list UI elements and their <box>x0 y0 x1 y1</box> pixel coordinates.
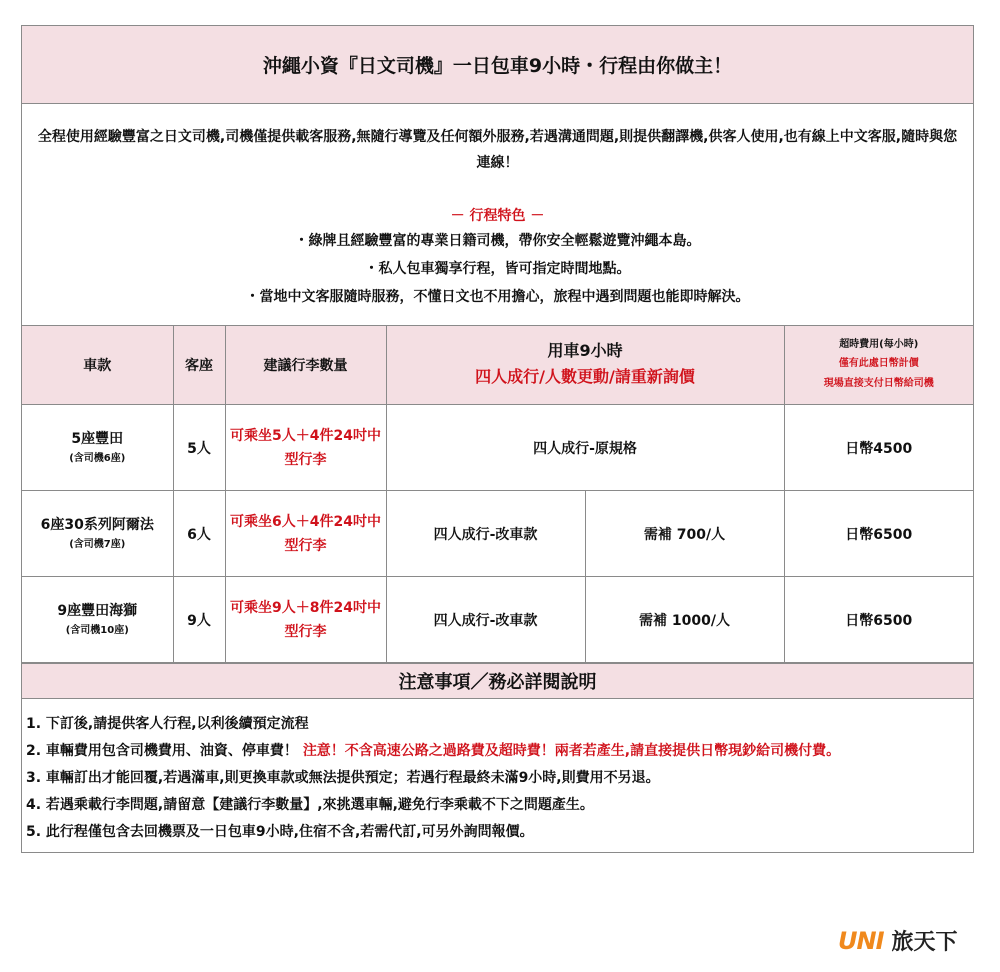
header-model: 車款 <box>22 326 173 405</box>
notice-warning: 注意！不含高速公路之過路費及超時費！兩者若產生,請直接提供日幣現鈔給司機付費。 <box>302 743 841 759</box>
model-cell <box>22 405 173 491</box>
notice-item: 1. 下訂後,請提供客人行程,以利後續預定流程 <box>26 716 309 732</box>
notice-list <box>22 699 973 852</box>
notice-item: 5. 此行程僅包含去回機票及一日包車9小時,住宿不含,若需代訂,可另外詢問報價。 <box>26 824 534 840</box>
usage-subtitle: 四人成行/人數更動/請重新詢價 <box>475 367 695 386</box>
brand-logo <box>838 925 958 956</box>
price-cell: 四人成行-原規格 <box>386 405 784 491</box>
table-row <box>22 491 973 577</box>
feature-item: ・私人包車獨享行程，皆可指定時間地點。 <box>364 261 631 277</box>
price-cell: 四人成行-改車款 <box>386 577 585 663</box>
intro-section <box>22 104 973 326</box>
header-usage <box>386 326 784 405</box>
overtime-note: 僅有此處日幣計價 <box>838 358 919 369</box>
overtime-cell: 日幣6500 <box>784 577 973 663</box>
brand-name: 旅天下 <box>891 930 958 955</box>
notice-item: 2. 車輛費用包含司機費用、油資、停車費！ 注意！不含高速公路之過路費及超時費！兩者若產生,請直接提供日幣現鈔給司機付費。 <box>26 743 841 759</box>
model-name: 5座豐田 <box>71 430 124 447</box>
model-note: (含司機10座) <box>65 624 129 636</box>
overtime-cell: 日幣4500 <box>784 405 973 491</box>
extra-cell: 需補 700/人 <box>585 491 784 577</box>
feature-item: ・當地中文客服隨時服務，不懂日文也不用擔心，旅程中遇到問題也能即時解決。 <box>245 289 750 305</box>
luggage-cell: 可乘坐6人＋4件24吋中型行李 <box>225 491 386 577</box>
extra-cell: 需補 1000/人 <box>585 577 784 663</box>
intro-paragraph: 全程使用經驗豐富之日文司機,司機僅提供載客服務,無隨行導覽及任何額外服務,若遇溝通問題,則提供翻譯機,供客人使用,也有線上中文客服,隨時與您連線！ <box>37 129 958 171</box>
feature-item: ・綠牌且經驗豐富的專業日籍司機，帶你安全輕鬆遊覽沖繩本島。 <box>294 233 701 249</box>
uni-logo-icon: UNI <box>838 926 884 955</box>
overtime-title: 超時費用(每小時) <box>839 339 919 350</box>
header-luggage: 建議行李數量 <box>225 326 386 405</box>
seats-cell: 6人 <box>173 491 225 577</box>
page-title: 沖繩小資『日文司機』一日包車9小時・行程由你做主！ <box>22 26 973 104</box>
itinerary-document <box>21 25 974 853</box>
header-seats: 客座 <box>173 326 225 405</box>
usage-title: 用車9小時 <box>547 341 623 360</box>
overtime-note: 現場直接支付日幣給司機 <box>823 378 934 389</box>
header-overtime <box>784 326 973 405</box>
overtime-cell: 日幣6500 <box>784 491 973 577</box>
notice-heading: 注意事項／務必詳閱說明 <box>22 663 973 699</box>
price-cell: 四人成行-改車款 <box>386 491 585 577</box>
model-note: (含司機6座) <box>69 452 126 464</box>
seats-cell: 9人 <box>173 577 225 663</box>
table-header-row <box>22 326 973 405</box>
model-cell <box>22 491 173 577</box>
notice-item: 4. 若遇乘載行李問題,請留意【建議行李數量】,來挑選車輛,避免行李乘載不下之問題產生。 <box>26 797 594 813</box>
table-row <box>22 405 973 491</box>
model-name: 6座30系列阿爾法 <box>40 516 154 533</box>
model-cell <box>22 577 173 663</box>
vehicle-table <box>22 326 973 663</box>
luggage-cell: 可乘坐5人＋4件24吋中型行李 <box>225 405 386 491</box>
features-heading: － 行程特色 － <box>450 208 545 224</box>
model-note: (含司機7座) <box>69 538 126 550</box>
notice-item: 3. 車輛訂出才能回覆,若遇滿車,則更換車款或無法提供預定；若遇行程最終未滿9小時,則費用不另退。 <box>26 770 660 786</box>
seats-cell: 5人 <box>173 405 225 491</box>
model-name: 9座豐田海獅 <box>57 602 138 619</box>
table-row <box>22 577 973 663</box>
luggage-cell: 可乘坐9人＋8件24吋中型行李 <box>225 577 386 663</box>
